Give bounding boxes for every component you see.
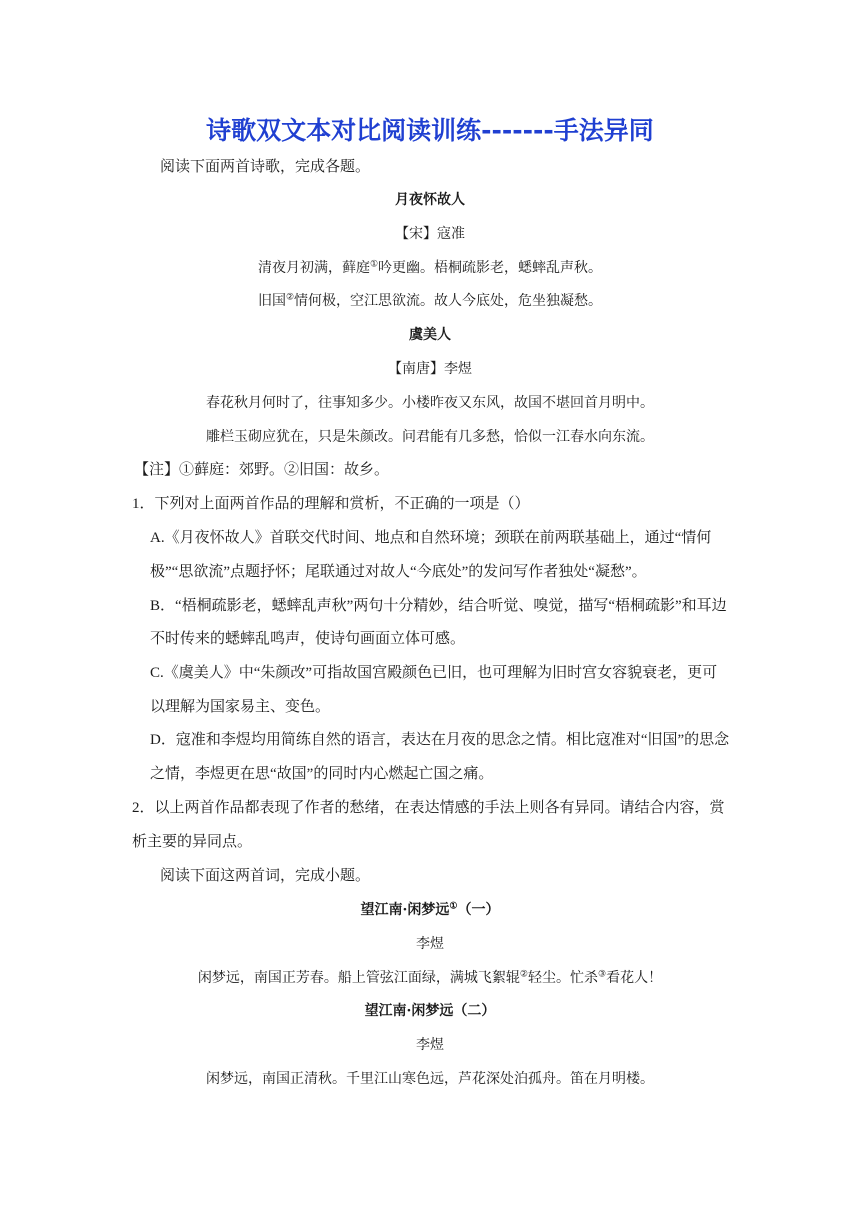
poem-line [0,258,860,278]
poem-text: 看花人！ [606,970,663,986]
poem-author: 李煜 [416,936,444,952]
option-d: D．寇准和李煜均用简练自然的语言，表达在月夜的思念之情。相比寇准对“旧国”的思念 [150,732,730,748]
poem-text: 闲梦远，南国正芳春。船上管弦江面绿，满城飞絮辊 [197,970,520,986]
poem-line [0,291,860,311]
option-b: B．“梧桐疏影老，蟋蟀乱声秋”两句十分精妙，结合听觉、嗅觉，描写“梧桐疏影”和耳边 [150,598,727,614]
option-c-cont: 以理解为国家易主、变色。 [150,699,331,715]
poem-text: 情何极，空江思欲流。故人今底处，危坐独凝愁。 [294,293,603,309]
poem-title: 虞美人 [409,327,451,343]
poem-title: 月夜怀故人 [395,192,465,208]
poem-text: 轻尘。忙杀 [528,970,598,986]
section-intro: 阅读下面两首诗歌，完成各题。 [160,159,371,175]
poem-line: 闲梦远，南国正清秋。千里江山寒色远，芦花深处泊孤舟。笛在月明楼。 [206,1071,654,1087]
question-1-stem: 1．下列对上面两首作品的理解和赏析，不正确的一项是（） [132,496,530,512]
footnote-marker: ① [369,259,379,270]
poem-title [0,900,860,920]
poem-title: 望江南·闲梦远（二） [364,1003,496,1019]
footnote: 【注】①藓庭：郊野。②旧国：故乡。 [134,462,390,478]
question-2-cont: 析主要的异同点。 [132,834,253,850]
option-a: A.《月夜怀故人》首联交代时间、地点和自然环境；颈联在前两联基础上，通过“情何 [150,530,712,546]
document-title: 诗歌双文本对比阅读训练-------手法异同 [206,116,654,145]
footnote-marker: ② [285,292,295,303]
poem-title-suffix: （一） [457,902,500,918]
poem-line: 春花秋月何时了，往事知多少。小楼昨夜又东风，故国不堪回首月明中。 [206,395,654,411]
poem-line: 雕栏玉砌应犹在，只是朱颜改。问君能有几多愁，恰似一江春水向东流。 [206,429,654,445]
poem-text: 吟更幽。梧桐疏影老，蟋蟀乱声秋。 [378,260,603,276]
option-b-cont: 不时传来的蟋蟀乱鸣声，使诗句画面立体可感。 [150,631,466,647]
poem-text: 清夜月初满，藓庭 [257,260,370,276]
poem-title-text: 望江南·闲梦远 [360,902,450,918]
section-intro: 阅读下面这两首词，完成小题。 [160,868,371,884]
poem-line [0,968,860,988]
option-c: C.《虞美人》中“朱颜改”可指故国宫殿颜色已旧，也可理解为旧时宫女容貌衰老，更可 [150,665,718,681]
footnote-marker: ③ [598,969,607,980]
option-a-cont: 极”“思欲流”点题抒怀；尾联通过对故人“今底处”的发问写作者独处“凝愁”。 [150,564,647,580]
footnote-marker: ① [449,901,458,912]
poem-text: 旧国 [257,293,286,309]
poem-author: 【南唐】李煜 [388,361,472,377]
footnote-marker: ② [519,969,528,980]
question-2: 2．以上两首作品都表现了作者的愁绪，在表达情感的手法上则各有异同。请结合内容，赏 [132,800,725,816]
poem-author: 李煜 [416,1037,444,1053]
poem-author: 【宋】寇准 [395,226,465,242]
option-d-cont: 之情，李煜更在思“故国”的同时内心燃起亡国之痛。 [150,766,494,782]
